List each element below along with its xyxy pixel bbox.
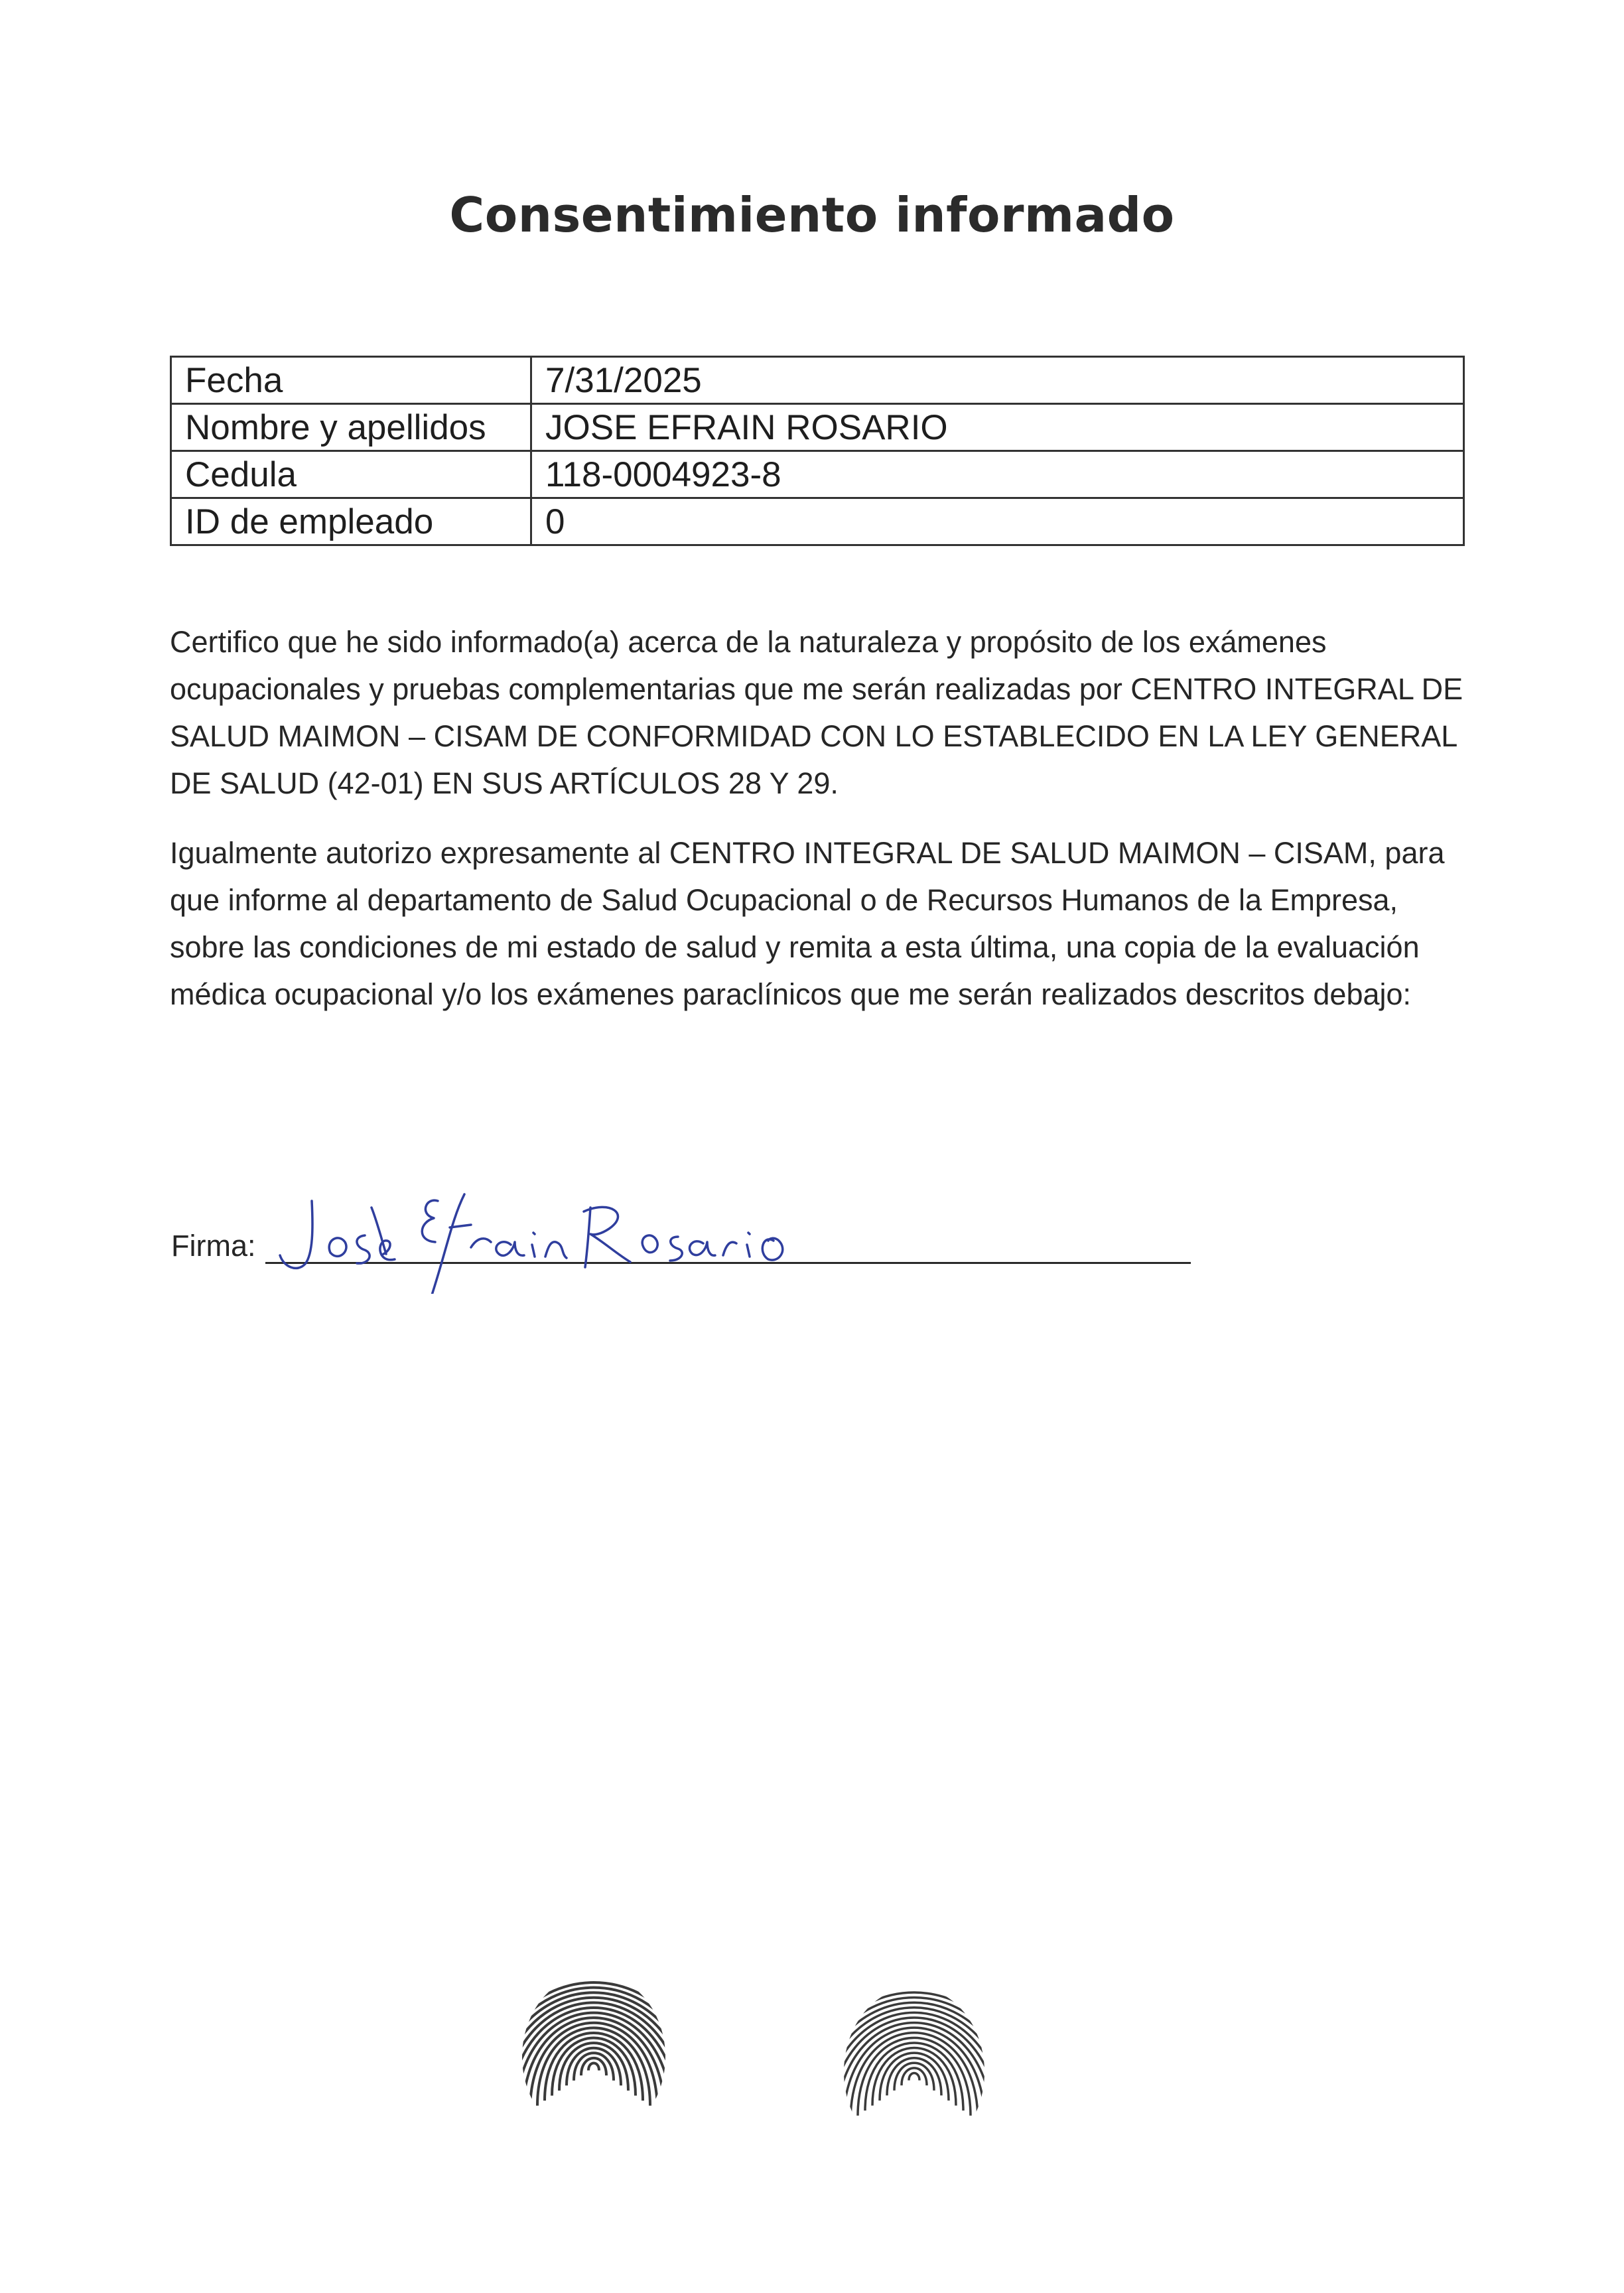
table-row — [171, 357, 1464, 404]
fingerprint-ridge — [909, 2073, 919, 2080]
employee-info-table — [170, 356, 1465, 546]
fingerprint-left-image — [514, 1967, 673, 2146]
signature-label: Firma: — [171, 1229, 256, 1263]
field-label-id-empleado: ID de empleado — [171, 498, 531, 545]
fingerprint-ridge — [588, 2063, 599, 2070]
table-row — [171, 451, 1464, 498]
certification-paragraph: Certifico que he sido informado(a) acerca de la naturaleza y propósito de los exámenes ocupacionales y pruebas complementarias que me serán realizadas por CENTRO INTEGRAL DE SALUD MAIMON – CISAM DE CONFORMIDAD CON LO ESTABLECIDO EN LA LEY GENERAL DE SALUD (42-01) EN SUS ARTÍCULOS 28 Y 29. — [170, 625, 1463, 800]
fingerprint-ridge — [581, 2058, 606, 2075]
fingerprint-ridge — [902, 2068, 927, 2085]
authorization-paragraph: Igualmente autorizo expresamente al CENTRO INTEGRAL DE SALUD MAIMON – CISAM, para que informe al departamento de Salud Ocupacional o de Recursos Humanos de la Empresa, sobre las condiciones de mi estado de salud y remita a esta última, una copia de la evaluación médica ocupacional y/o los exámenes paraclínicos que me serán realizados descritos debajo: — [170, 836, 1445, 1011]
field-value-id-empleado: 0 — [531, 498, 1464, 545]
table-row — [171, 498, 1464, 545]
fingerprint-right-image — [835, 1980, 994, 2163]
table-row — [171, 404, 1464, 451]
handwritten-signature — [272, 1181, 843, 1294]
field-label-cedula: Cedula — [171, 451, 531, 498]
field-value-fecha: 7/31/2025 — [531, 357, 1464, 404]
field-value-cedula: 118-0004923-8 — [531, 451, 1464, 498]
field-label-nombre: Nombre y apellidos — [171, 404, 531, 451]
document-title: Consentimiento informado — [449, 187, 1175, 243]
field-label-fecha: Fecha — [171, 357, 531, 404]
field-value-nombre: JOSE EFRAIN ROSARIO — [531, 404, 1464, 451]
